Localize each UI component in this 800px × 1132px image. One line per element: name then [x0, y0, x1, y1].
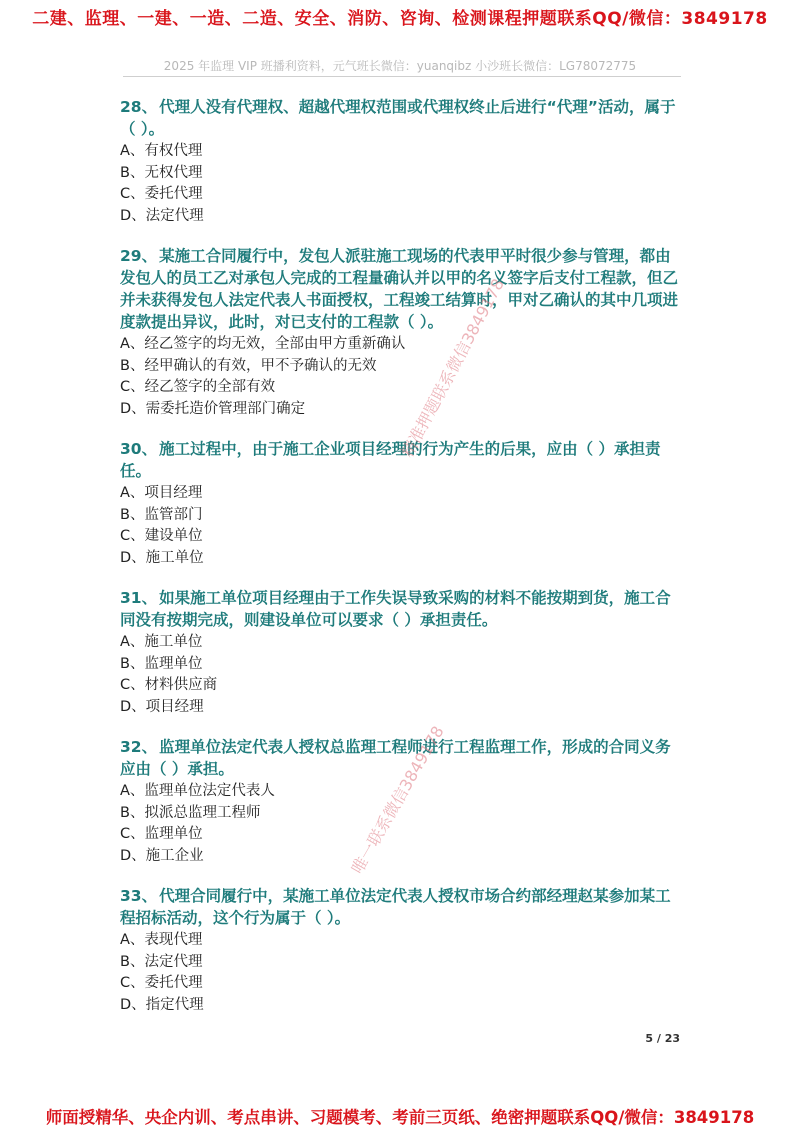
option-d: D、施工企业 — [120, 847, 204, 864]
option-a: A、表现代理 — [120, 932, 203, 948]
option-c: C、委托代理 — [120, 186, 203, 202]
option-d: D、施工单位 — [120, 549, 204, 566]
question-stem — [120, 587, 685, 631]
question-number: 29、 — [120, 247, 158, 265]
question-number: 33、 — [120, 887, 158, 905]
question-text: 如果施工单位项目经理由于工作失误导致采购的材料不能按期到货，施工合同没有按期完成，则建设单位可以要求（ ）承担责任。 — [120, 589, 671, 629]
header-divider — [123, 76, 681, 77]
option-c: C、经乙签字的全部有效 — [120, 379, 276, 395]
question-text: 监理单位法定代表人授权总监理工程师进行工程监理工作，形成的合同义务应由（ ）承担。 — [120, 738, 671, 778]
question-number: 28、 — [120, 98, 158, 116]
question-stem — [120, 736, 685, 780]
question-list — [120, 96, 685, 1034]
option-b: B、监理单位 — [120, 655, 203, 672]
question-stem — [120, 245, 685, 333]
question-31 — [120, 587, 685, 718]
question-30 — [120, 438, 685, 569]
question-number: 32、 — [120, 738, 158, 756]
question-28 — [120, 96, 685, 227]
option-b: B、无权代理 — [120, 164, 203, 181]
question-number: 31、 — [120, 589, 158, 607]
question-text: 代理合同履行中，某施工单位法定代表人授权市场合约部经理赵某参加某工程招标活动，这个行为属于（ ）。 — [120, 887, 671, 927]
option-b: B、拟派总监理工程师 — [120, 804, 261, 821]
watermark: 唯一联系微信3849178 — [347, 722, 448, 877]
option-c: C、监理单位 — [120, 826, 203, 842]
option-b: B、经甲确认的有效，甲不予确认的无效 — [120, 357, 377, 374]
question-text: 代理人没有代理权、超越代理权范围或代理权终止后进行“代理”活动，属于（ ）。 — [120, 98, 676, 138]
question-text: 施工过程中，由于施工企业项目经理的行为产生的后果，应由（ ）承担责任。 — [120, 440, 661, 480]
question-29 — [120, 245, 685, 420]
option-a: A、项目经理 — [120, 485, 203, 501]
option-b: B、法定代理 — [120, 953, 203, 970]
option-a: A、有权代理 — [120, 143, 203, 159]
question-text: 某施工合同履行中，发包人派驻施工现场的代表甲平时很少参与管理，都由发包人的员工乙对承包人完成的工程量确认并以甲的名义签字后支付工程款，但乙并未获得发包人法定代表人书面授权，工程竣工结算时，甲对乙确认的其中几项进度款提出异议，此时，对已支付的工程款（ ）。 — [120, 247, 679, 331]
option-b: B、监管部门 — [120, 506, 203, 523]
option-c: C、材料供应商 — [120, 677, 218, 693]
question-33 — [120, 885, 685, 1016]
bottom-banner: 师面授精华、央企内训、考点串讲、习题模考、考前三页纸、绝密押题联系QQ/微信：3849178 — [45, 1108, 755, 1127]
option-d: D、法定代理 — [120, 207, 204, 224]
question-32 — [120, 736, 685, 867]
watermark: 精准押题联系微信3849178 — [397, 275, 508, 461]
top-banner: 二建、监理、一建、一造、二造、安全、消防、咨询、检测课程押题联系QQ/微信：3849178 — [32, 9, 768, 29]
page-number: 5 / 23 — [645, 1032, 680, 1045]
question-stem — [120, 438, 685, 482]
option-a: A、经乙签字的均无效，全部由甲方重新确认 — [120, 336, 406, 352]
question-stem — [120, 96, 685, 140]
option-c: C、建设单位 — [120, 528, 203, 544]
option-d: D、需委托造价管理部门确定 — [120, 400, 306, 417]
option-c: C、委托代理 — [120, 975, 203, 991]
question-number: 30、 — [120, 440, 158, 458]
option-a: A、监理单位法定代表人 — [120, 783, 275, 799]
question-stem — [120, 885, 685, 929]
option-a: A、施工单位 — [120, 634, 203, 650]
header-note: 2025 年监理 VIP 班播利资料，元气班长微信：yuanqibz 小沙班长微信：LG78072775 — [163, 59, 637, 73]
option-d: D、项目经理 — [120, 698, 204, 715]
option-d: D、指定代理 — [120, 996, 204, 1013]
